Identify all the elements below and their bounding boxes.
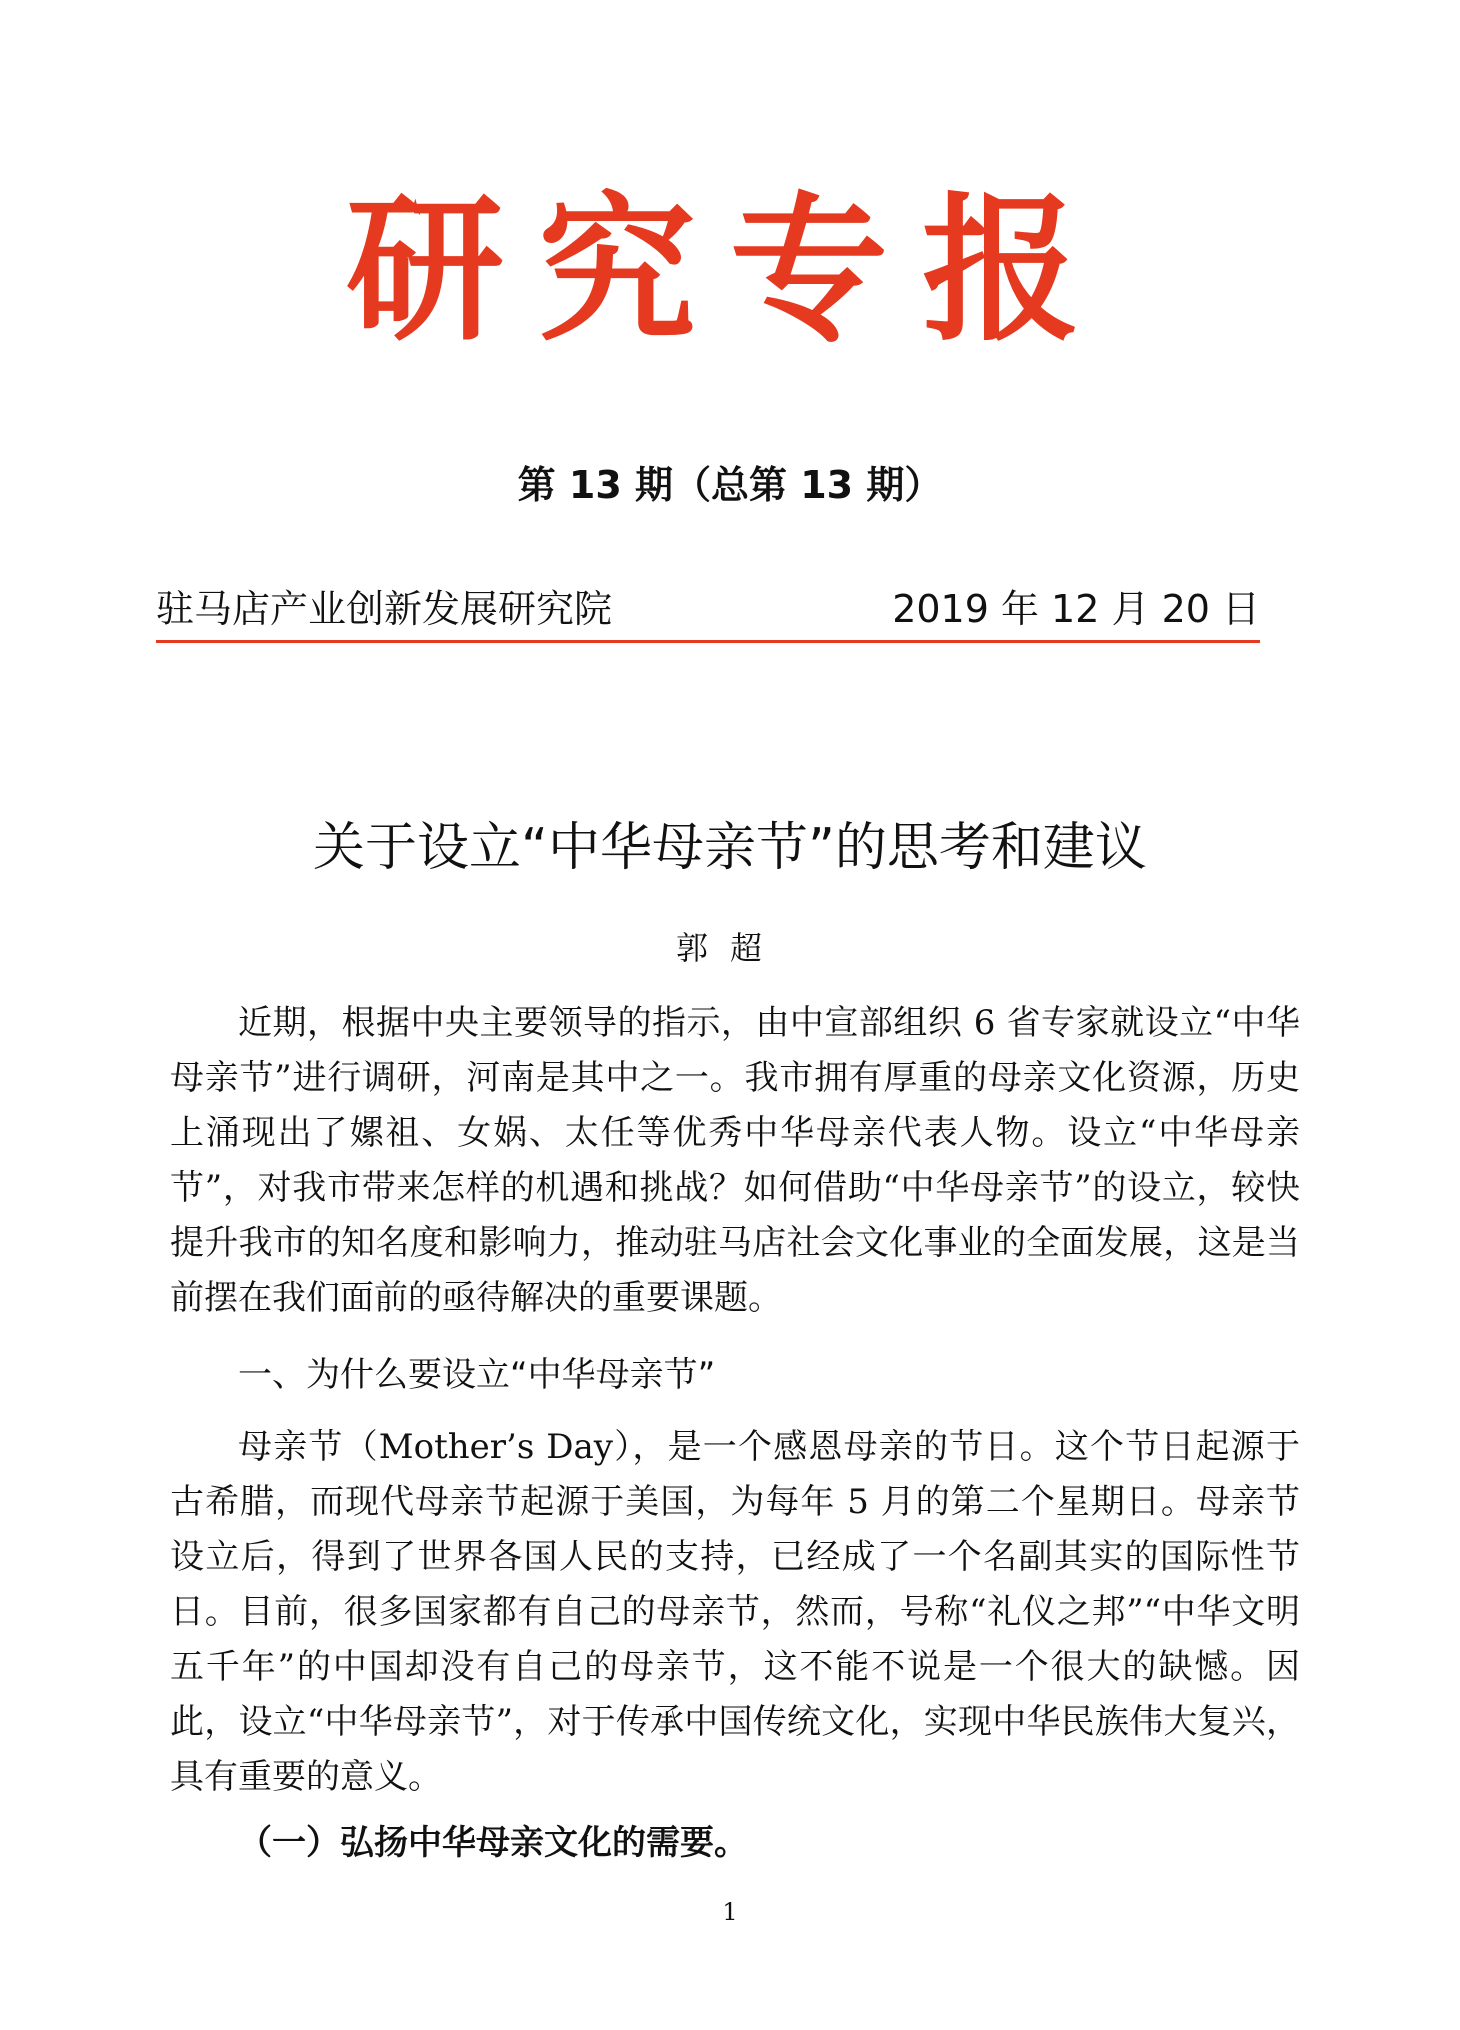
body-paragraph-1: 近期，根据中央主要领导的指示，由中宣部组织 6 省专家就设立“中华母亲节”进行调研，河南是其中之一。我市拥有厚重的母亲文化资源，历史上涌现出了嫘祖、女娲、太任等优秀中华母亲代表人物。设立“中华母亲节”，对我市带来怎样的机遇和挑战？如何借助“中华母亲节”的设立，较快提升我市的知名度和影响力，推动驻马店社会文化事业的全面发展，这是当前摆在我们面前的亟待解决的重要课题。 xyxy=(170,1003,1300,1318)
subsection-heading-1: （一）弘扬中华母亲文化的需要。 xyxy=(238,1823,748,1863)
issue-number: 第 13 期（总第 13 期） xyxy=(517,463,943,507)
masthead-title: 研究专报 xyxy=(346,179,1114,363)
publisher-name: 驻马店产业创新发展研究院 xyxy=(156,587,613,631)
page-number: 1 xyxy=(722,1898,738,1926)
publish-date: 2019 年 12 月 20 日 xyxy=(892,587,1260,631)
article-title: 关于设立“中华母亲节”的思考和建议 xyxy=(313,818,1147,878)
article-author: 郭超 xyxy=(675,929,784,967)
header-divider xyxy=(156,640,1260,643)
body-paragraph-2: 母亲节（Mother’s Day），是一个感恩母亲的节日。这个节日起源于古希腊，而现代母亲节起源于美国，为每年 5 月的第二个星期日。母亲节设立后，得到了世界各国人民的支持，已经成了一个名副其实的国际性节日。目前，很多国家都有自己的母亲节，然而，号称“礼仪之邦”“中华文明五千年”的中国却没有自己的母亲节，这不能不说是一个很大的缺憾。因此，设立“中华母亲节”，对于传承中国传统文化，实现中华民族伟大复兴，具有重要的意义。 xyxy=(170,1427,1300,1797)
section-heading-1: 一、为什么要设立“中华母亲节” xyxy=(238,1355,716,1395)
